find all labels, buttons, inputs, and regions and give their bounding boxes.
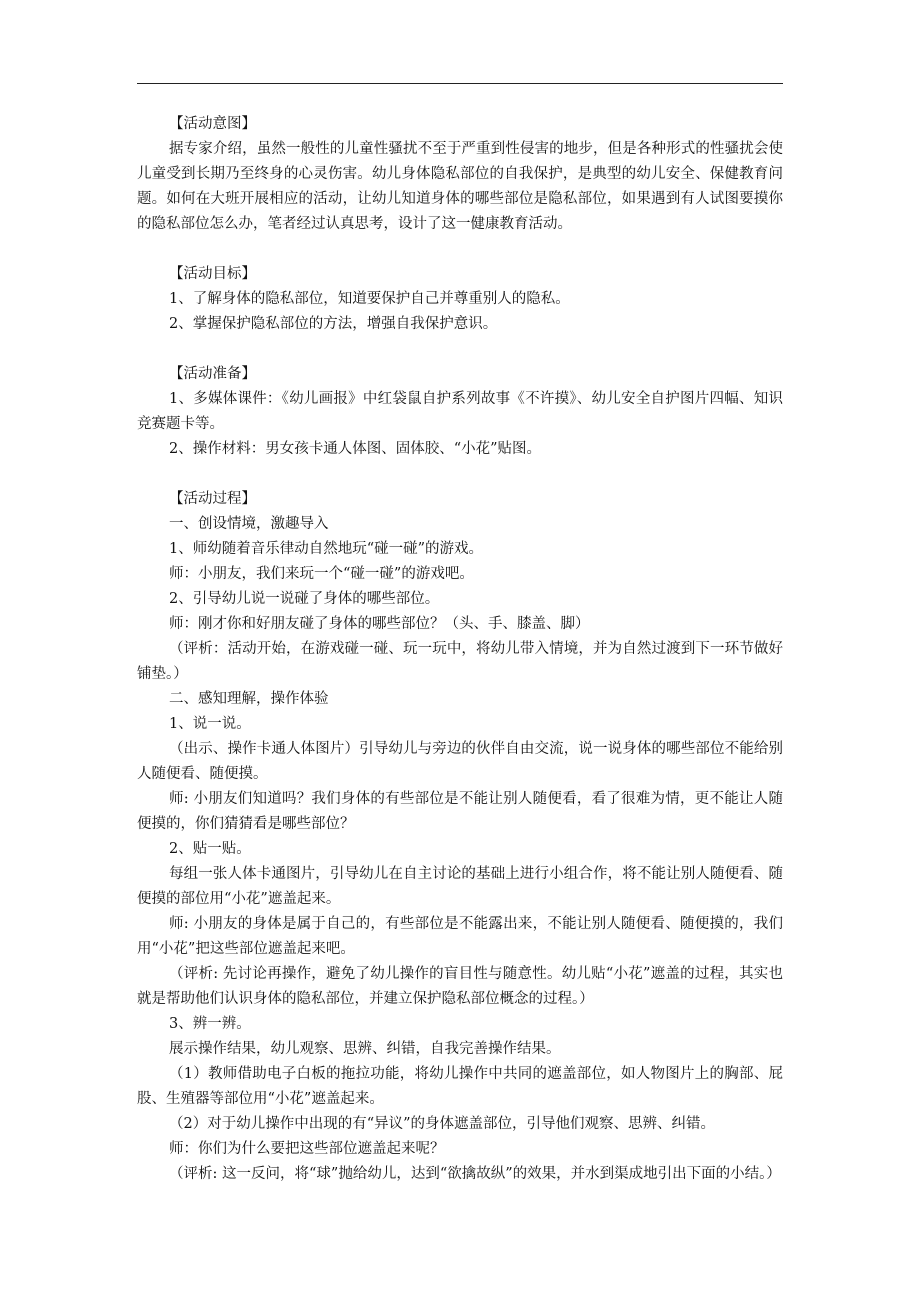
process-line: 1、说一说。 (169, 716, 251, 732)
process-line: 每组一张人体卡通图片，引导幼儿在自主讨论的基础上进行小组合作，将不能让别人随便看、随便摸的部位用“小花”遮盖起来。 (137, 866, 783, 907)
goals-heading: 【活动目标】 (169, 266, 256, 282)
section-gap (137, 462, 783, 487)
prep-item: 1、多媒体课件：《幼儿画报》中红袋鼠自护系列故事《不许摸》、幼儿安全自护图片四幅、知识竞赛题卡等。 (137, 391, 783, 432)
process-line: （出示、操作卡通人体图片）引导幼儿与旁边的伙伴自由交流，说一说身体的哪些部位不能给别人随便看、随便摸。 (137, 741, 783, 782)
process-line: 师：你们为什么要把这些部位遮盖起来呢？ (169, 1141, 445, 1157)
process-line: 一、创设情境，激趣导入 (169, 516, 329, 532)
process-line: 2、贴一贴。 (169, 841, 251, 857)
process-line: 3、辨一辨。 (169, 1016, 251, 1032)
process-line: 2、引导幼儿说一说碰了身体的哪些部位。 (169, 591, 440, 607)
intent-heading: 【活动意图】 (169, 116, 256, 132)
process-line: 展示操作结果，幼儿观察、思辨、纠错，自我完善操作结果。 (169, 1041, 561, 1057)
process-line: （评析: 先讨论再操作，避免了幼儿操作的盲目性与随意性。幼儿贴“小花”遮盖的过程，其实也就是帮助他们认识身体的隐私部位，并建立保护隐私部位概念的过程。） (137, 966, 783, 1007)
process-line: 二、感知理解，操作体验 (169, 691, 329, 707)
section-gap (137, 337, 783, 362)
document-body (137, 112, 783, 1187)
process-line: （1）教师借助电子白板的拖拉功能，将幼儿操作中共同的遮盖部位，如人物图片上的胸部、屁股、生殖器等部位用“小花”遮盖起来。 (137, 1066, 783, 1107)
process-line: 师: 小朋友的身体是属于自己的，有些部位是不能露出来，不能让别人随便看、随便摸的，我们用“小花”把这些部位遮盖起来吧。 (137, 916, 783, 957)
goal-item: 1、了解身体的隐私部位，知道要保护自己并尊重别人的隐私。 (169, 291, 570, 307)
process-line: 1、师幼随着音乐律动自然地玩“碰一碰”的游戏。 (169, 541, 484, 557)
intent-paragraph: 据专家介绍，虽然一般性的儿童性骚扰不至于严重到性侵害的地步，但是各种形式的性骚扰会使儿童受到长期乃至终身的心灵伤害。幼儿身体隐私部位的自我保护，是典型的幼儿安全、保健教育问题。如何在大班开展相应的活动，让幼儿知道身体的哪些部位是隐私部位，如果遇到有人试图要摸你的隐私部位怎么办，笔者经过认真思考，设计了这一健康教育活动。 (137, 141, 783, 232)
goal-item: 2、掌握保护隐私部位的方法，增强自我保护意识。 (169, 316, 498, 332)
prep-heading: 【活动准备】 (169, 366, 256, 382)
process-line: （评析: 这一反问，将“球”抛给幼儿，达到“欲擒故纵”的效果，并水到渠成地引出下面的小结。） (169, 1166, 781, 1182)
process-line: （2）对于幼儿操作中出现的有“异议”的身体遮盖部位，引导他们观察、思辨、纠错。 (169, 1116, 716, 1132)
section-gap (137, 237, 783, 262)
prep-item: 2、操作材料：男女孩卡通人体图、固体胶、“小花”贴图。 (169, 441, 542, 457)
process-line: 师: 小朋友们知道吗？我们身体的有些部位是不能让别人随便看，看了很难为情，更不能让人随便摸的，你们猜猜看是哪些部位？ (137, 791, 783, 832)
header-rule (137, 83, 783, 84)
process-heading: 【活动过程】 (169, 491, 256, 507)
process-line: （评析：活动开始，在游戏碰一碰、玩一玩中，将幼儿带入情境，并为自然过渡到下一环节做好铺垫。） (137, 641, 783, 682)
process-line: 师：刚才你和好朋友碰了身体的哪些部位？（头、手、膝盖、脚） (169, 616, 590, 632)
process-line: 师：小朋友，我们来玩一个“碰一碰”的游戏吧。 (169, 566, 474, 582)
